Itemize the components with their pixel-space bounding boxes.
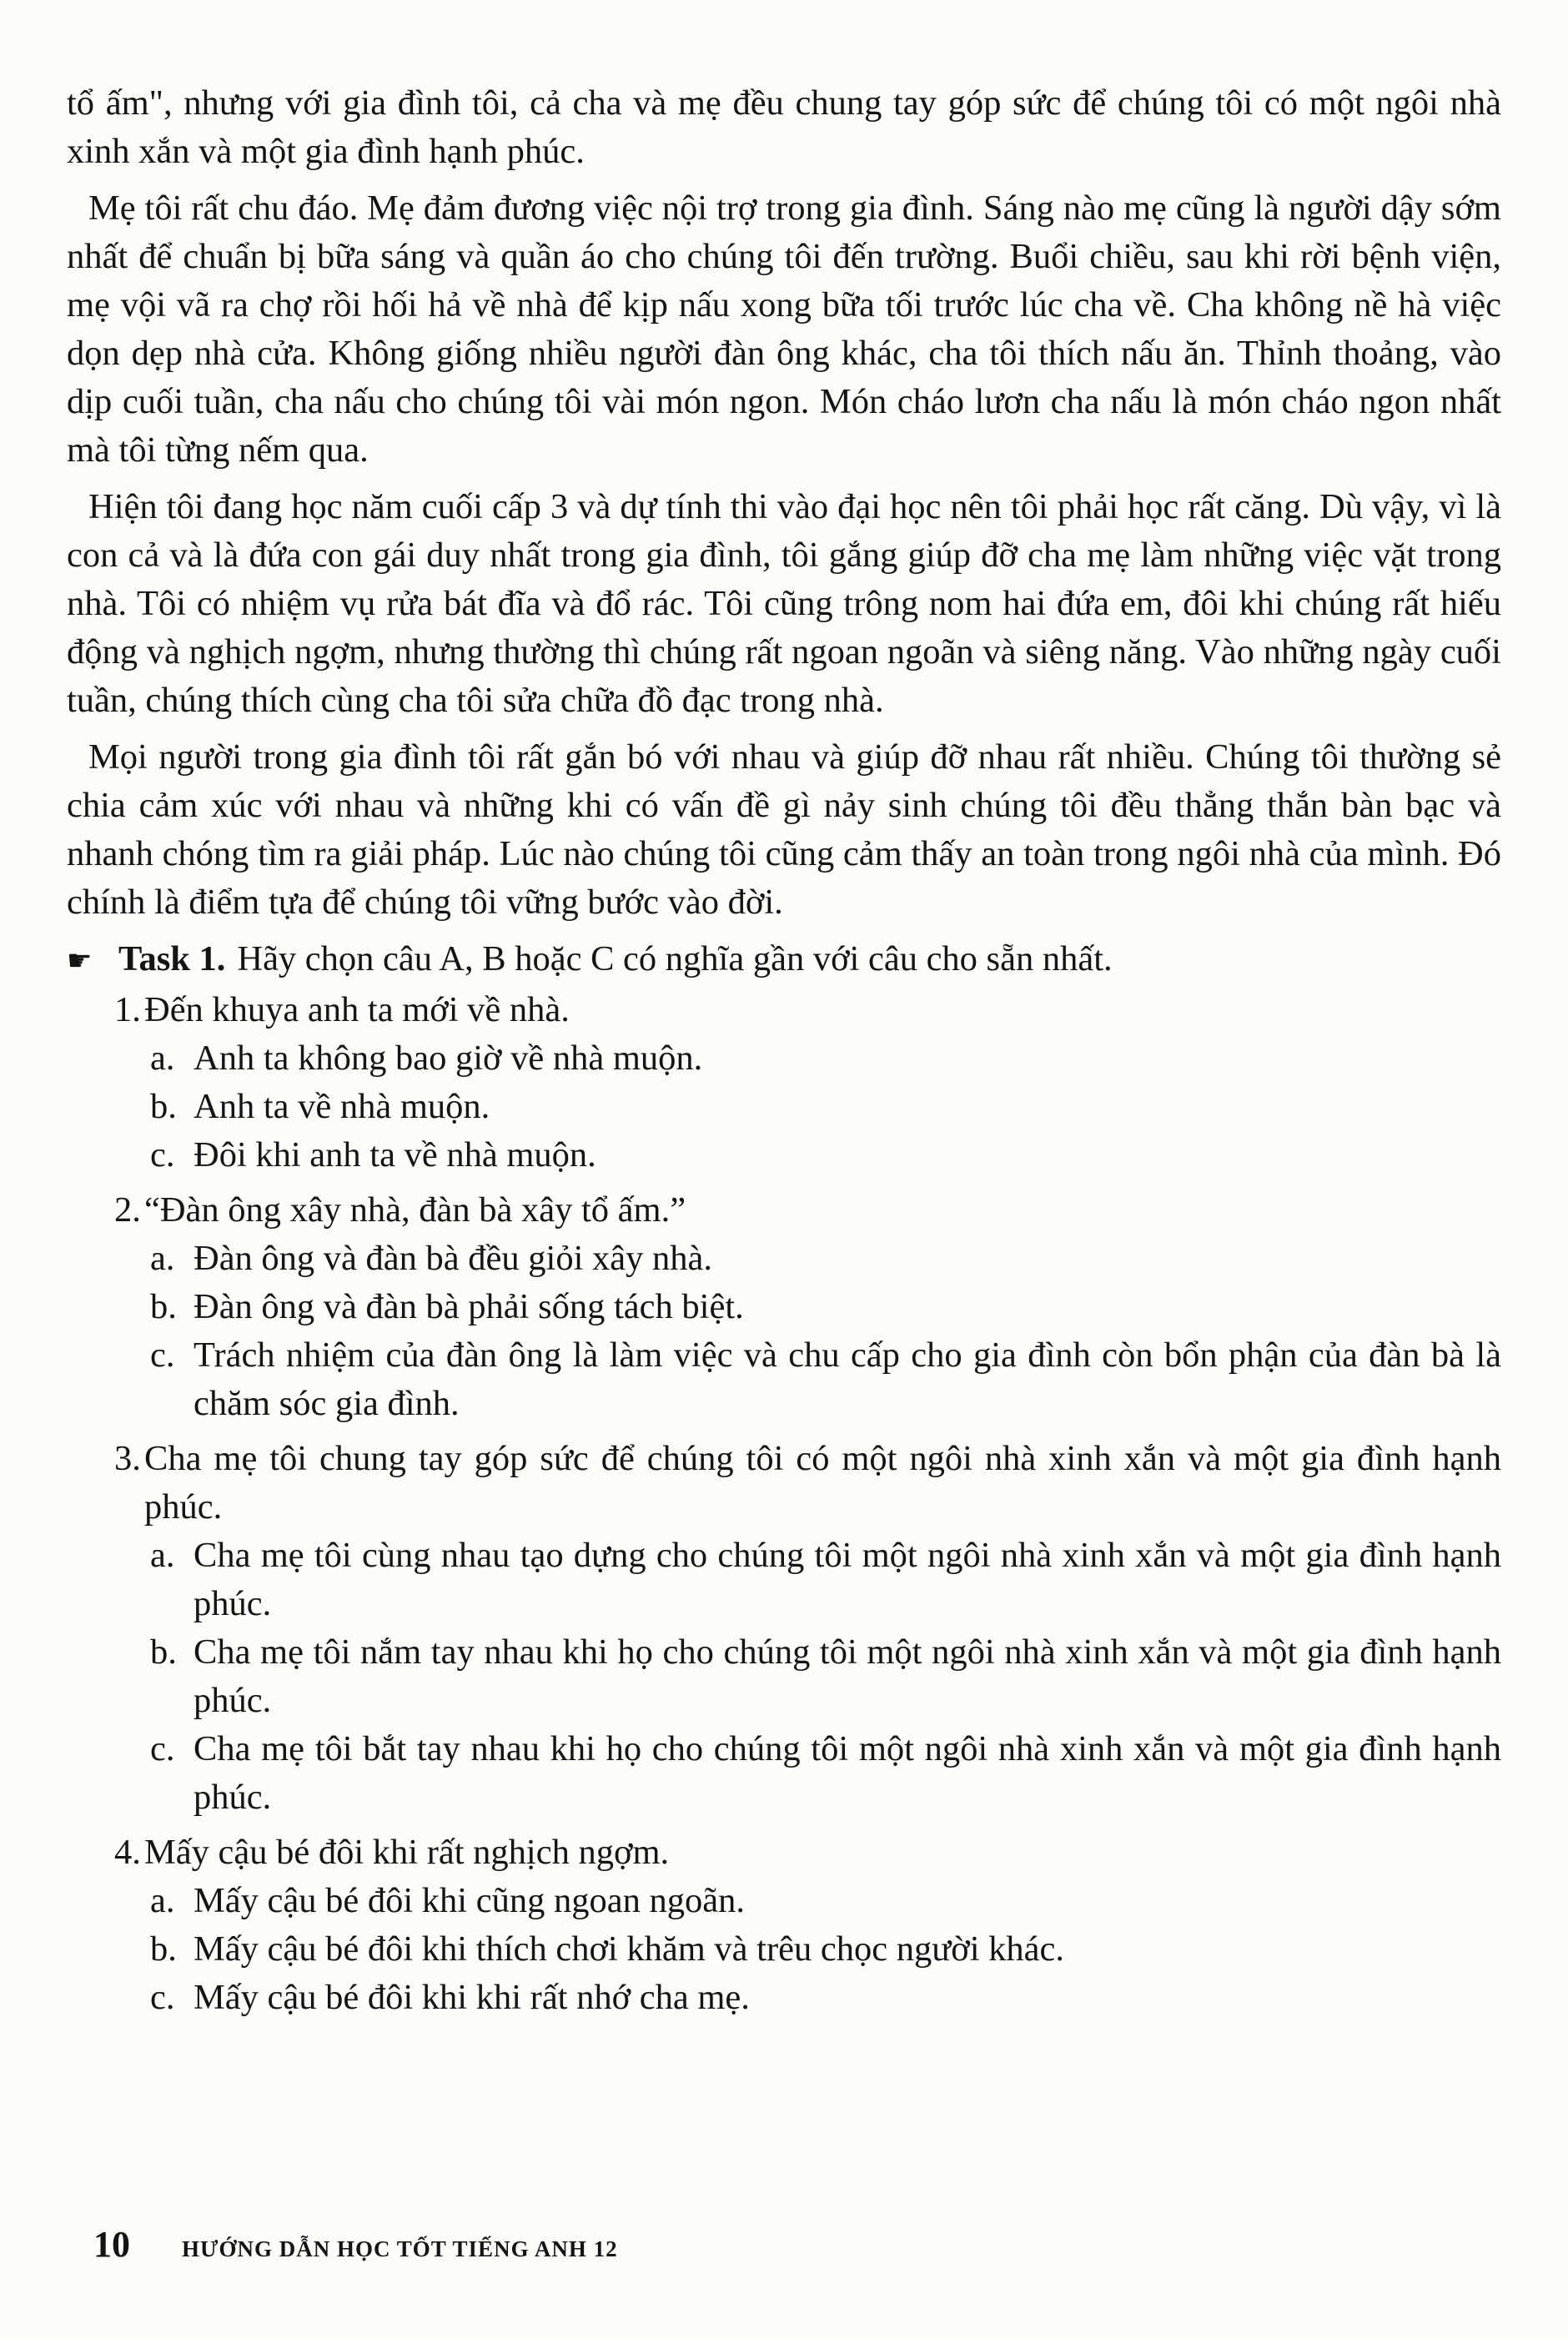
option-letter: a.	[150, 1239, 175, 1278]
option-text: Cha mẹ tôi cùng nhau tạo dựng cho chúng tôi một ngôi nhà xinh xắn và một gia đình hạnh phúc.	[193, 1536, 1501, 1623]
question-1	[67, 986, 1501, 1180]
question-text	[67, 986, 1501, 1034]
option-letter: c.	[150, 1729, 175, 1768]
question-number: 2.	[114, 1190, 141, 1230]
question-3	[67, 1435, 1501, 1822]
option-text: Mấy cậu bé đôi khi thích chơi khăm và trêu chọc người khác.	[193, 1929, 1064, 1969]
question-body: Mấy cậu bé đôi khi rất nghịch ngợm.	[144, 1833, 670, 1872]
question-body: Đến khuya anh ta mới về nhà.	[144, 990, 570, 1029]
option-c	[67, 1725, 1501, 1822]
task-instruction: Hãy chọn câu A, B hoặc C có nghĩa gần với câu cho sẵn nhất.	[237, 939, 1113, 978]
question-text	[67, 1186, 1501, 1235]
option-text: Anh ta về nhà muộn.	[193, 1087, 490, 1126]
pointing-hand-icon: ☛	[67, 946, 93, 977]
question-2	[67, 1186, 1501, 1428]
task-label: Task 1.	[118, 939, 226, 978]
option-text: Đôi khi anh ta về nhà muộn.	[193, 1135, 596, 1175]
option-letter: b.	[150, 1929, 177, 1969]
option-text: Trách nhiệm của đàn ông là làm việc và chu cấp cho gia đình còn bổn phận của đàn bà là chăm sóc gia đình.	[193, 1335, 1501, 1423]
question-number: 3.	[114, 1439, 141, 1478]
option-letter: b.	[150, 1632, 177, 1672]
question-body: “Đàn ông xây nhà, đàn bà xây tổ ấm.”	[144, 1190, 686, 1230]
page-body	[67, 79, 1501, 2029]
option-a	[67, 1877, 1501, 1925]
option-letter: b.	[150, 1087, 177, 1126]
page-number: 10	[93, 2224, 130, 2265]
option-text: Cha mẹ tôi nắm tay nhau khi họ cho chúng tôi một ngôi nhà xinh xắn và một gia đình hạnh phúc.	[193, 1632, 1501, 1720]
option-a	[67, 1235, 1501, 1283]
option-text: Đàn ông và đàn bà đều giỏi xây nhà.	[193, 1239, 712, 1278]
option-a	[67, 1532, 1501, 1628]
task-heading	[67, 935, 1501, 986]
option-text: Đàn ông và đàn bà phải sống tách biệt.	[193, 1287, 744, 1326]
option-text: Cha mẹ tôi bắt tay nhau khi họ cho chúng tôi một ngôi nhà xinh xắn và một gia đình hạnh phúc.	[193, 1729, 1501, 1817]
question-number: 1.	[114, 990, 141, 1029]
option-a	[67, 1034, 1501, 1083]
page-footer	[93, 2223, 618, 2266]
paragraph-3: Hiện tôi đang học năm cuối cấp 3 và dự tính thi vào đại học nên tôi phải học rất căng. Dù vậy, vì là con cả và là đứa con gái duy nhất trong gia đình, tôi gắng giúp đỡ cha mẹ làm những việc vặt trong nhà. Tôi có nhiệm vụ rửa bát đĩa và đổ rác. Tôi cũng trông nom hai đứa em, đôi khi chúng rất hiếu động và nghịch ngợm, nhưng thường thì chúng rất ngoan ngoãn và siêng năng. Vào những ngày cuối tuần, chúng thích cùng cha tôi sửa chữa đồ đạc trong nhà.	[67, 487, 1501, 720]
option-letter: a.	[150, 1536, 175, 1575]
question-text	[67, 1828, 1501, 1877]
option-b	[67, 1628, 1501, 1725]
paragraph-2: Mẹ tôi rất chu đáo. Mẹ đảm đương việc nội trợ trong gia đình. Sáng nào mẹ cũng là người dậy sớm nhất để chuẩn bị bữa sáng và quần áo cho chúng tôi đến trường. Buổi chiều, sau khi rời bệnh viện, mẹ vội vã ra chợ rồi hối hả về nhà để kịp nấu xong bữa tối trước lúc cha về. Cha không nề hà việc dọn dẹp nhà cửa. Không giống nhiều người đàn ông khác, cha tôi thích nấu ăn. Thỉnh thoảng, vào dịp cuối tuần, cha nấu cho chúng tôi vài món ngon. Món cháo lươn cha nấu là món cháo ngon nhất mà tôi từng nếm qua.	[67, 189, 1501, 470]
option-c	[67, 1974, 1501, 2022]
option-c	[67, 1331, 1501, 1428]
option-text: Mấy cậu bé đôi khi cũng ngoan ngoãn.	[193, 1881, 745, 1920]
book-title: HƯỚNG DẪN HỌC TỐT TIẾNG ANH 12	[182, 2236, 618, 2261]
option-letter: a.	[150, 1881, 175, 1920]
paragraph-4: Mọi người trong gia đình tôi rất gắn bó với nhau và giúp đỡ nhau rất nhiều. Chúng tôi thường sẻ chia cảm xúc với nhau và những khi có vấn đề gì nảy sinh chúng tôi đều thẳng thắn bàn bạc và nhanh chóng tìm ra giải pháp. Lúc nào chúng tôi cũng cảm thấy an toàn trong ngôi nhà của mình. Đó chính là điểm tựa để chúng tôi vững bước vào đời.	[67, 737, 1501, 922]
paragraph-1: tổ ấm", nhưng với gia đình tôi, cả cha và mẹ đều chung tay góp sức để chúng tôi có một ngôi nhà xinh xắn và một gia đình hạnh phúc.	[67, 83, 1501, 171]
option-text: Mấy cậu bé đôi khi khi rất nhớ cha mẹ.	[193, 1978, 750, 2017]
question-text	[67, 1435, 1501, 1532]
option-b	[67, 1925, 1501, 1974]
option-b	[67, 1283, 1501, 1331]
question-body: Cha mẹ tôi chung tay góp sức để chúng tôi có một ngôi nhà xinh xắn và một gia đình hạnh phúc.	[144, 1439, 1501, 1527]
question-number: 4.	[114, 1833, 141, 1872]
option-letter: a.	[150, 1039, 175, 1078]
option-letter: c.	[150, 1978, 175, 2017]
option-b	[67, 1083, 1501, 1131]
option-letter: b.	[150, 1287, 177, 1326]
option-letter: c.	[150, 1335, 175, 1375]
option-letter: c.	[150, 1135, 175, 1175]
question-4	[67, 1828, 1501, 2022]
option-c	[67, 1131, 1501, 1180]
option-text: Anh ta không bao giờ về nhà muộn.	[193, 1039, 703, 1078]
